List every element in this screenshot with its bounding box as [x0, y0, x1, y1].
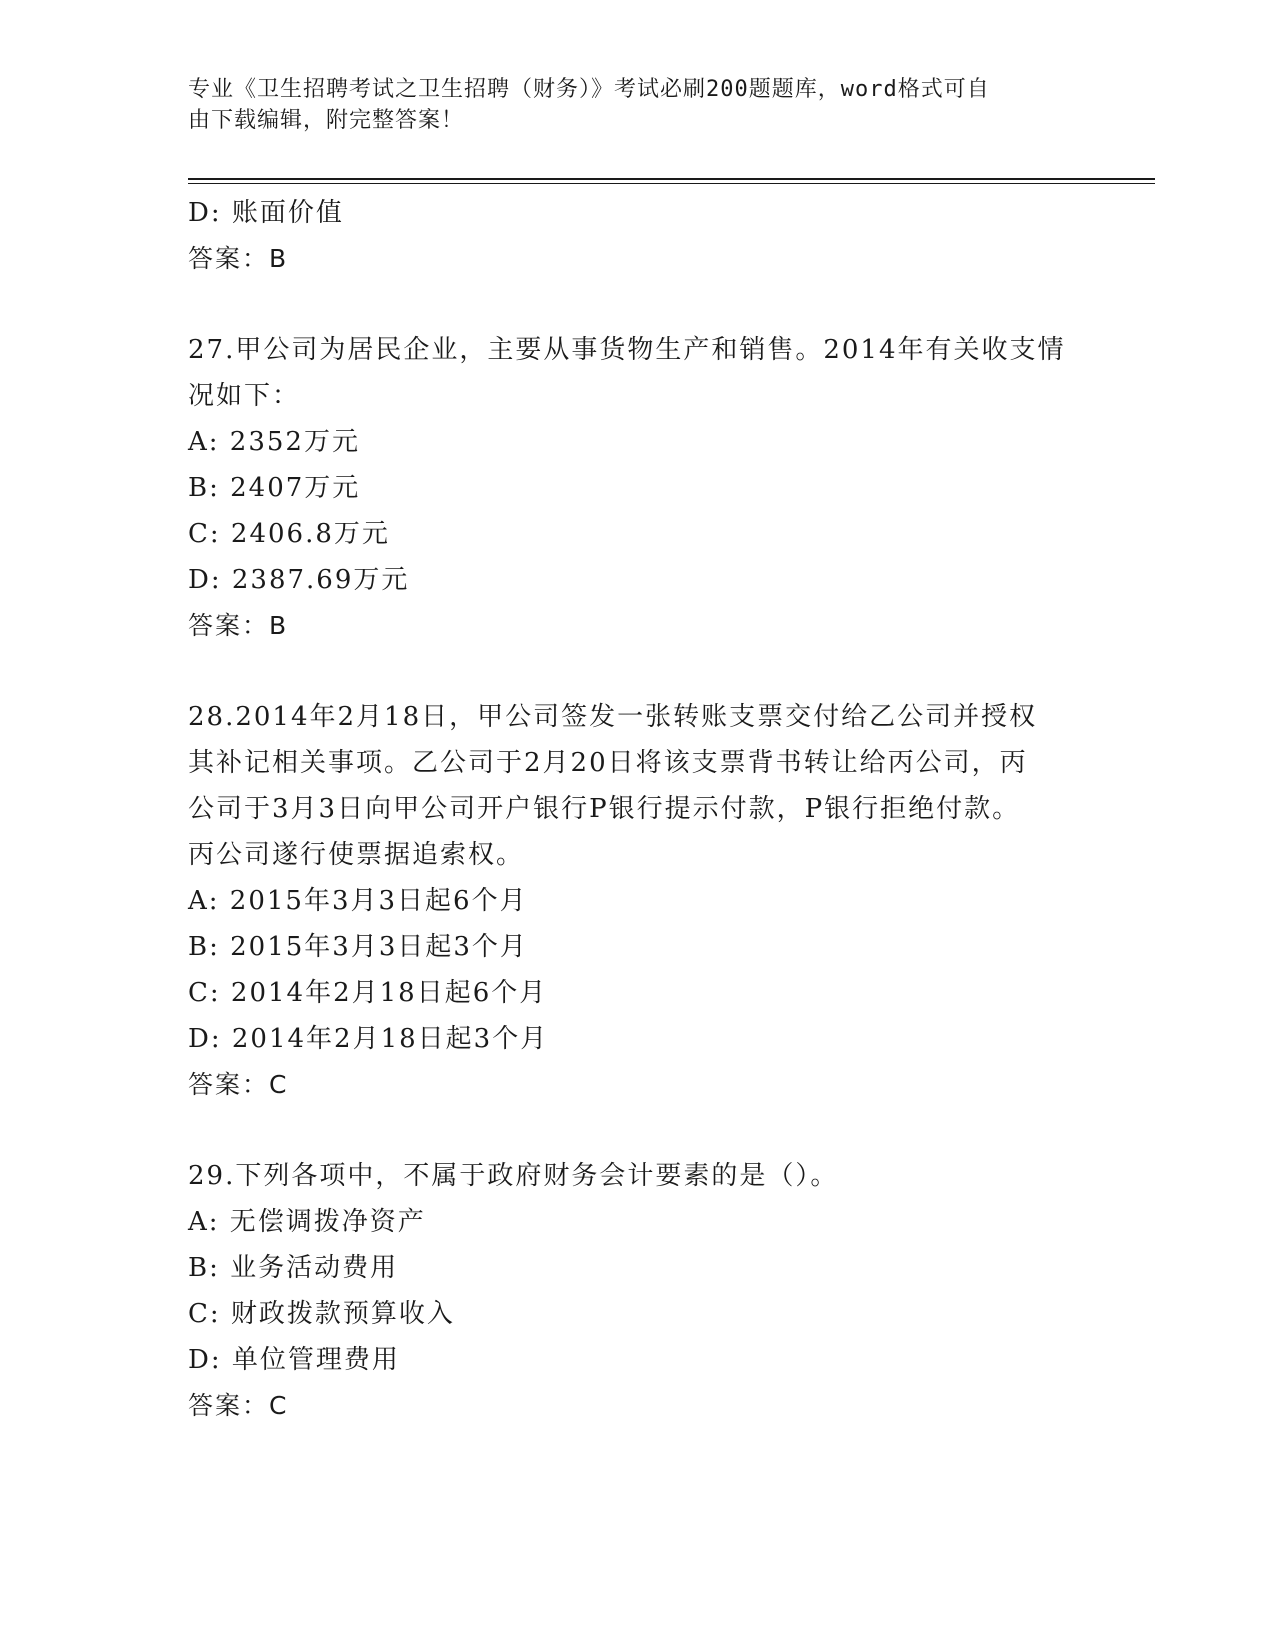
document-header — [188, 74, 1088, 136]
option-a: A: 2352万元 — [188, 427, 360, 457]
option-d: D: 2014年2月18日起3个月 — [188, 1024, 549, 1054]
option-b: B: 2015年3月3日起3个月 — [188, 932, 528, 962]
question-27 — [188, 327, 1088, 649]
document-body — [188, 190, 1088, 1429]
header-line-2: 由下载编辑，附完整答案！ — [188, 108, 465, 133]
question-stem-line: 其补记相关事项。乙公司于2月20日将该支票背书转让给丙公司，丙 — [188, 748, 1028, 778]
header-line-1: 专业《卫生招聘考试之卫生招聘（财务）》考试必刷200题题库，word格式可自 — [188, 77, 990, 102]
spacer — [188, 649, 1088, 694]
option-b: B: 业务活动费用 — [188, 1253, 399, 1283]
option-a: A: 2015年3月3日起6个月 — [188, 886, 528, 916]
answer-line: 答案：B — [188, 611, 289, 640]
option-d: D: 2387.69万元 — [188, 565, 410, 595]
answer-line: 答案：C — [188, 1070, 289, 1099]
question-stem-line: 况如下： — [188, 381, 301, 411]
option-d: D: 账面价值 — [188, 198, 344, 228]
answer-line: 答案：B — [188, 244, 289, 273]
question-stem-line: 27.甲公司为居民企业，主要从事货物生产和销售。2014年有关收支情 — [188, 335, 1066, 365]
header-rule-thin — [188, 183, 1155, 184]
option-b: B: 2407万元 — [188, 473, 361, 503]
question-stem-line: 28.2014年2月18日，甲公司签发一张转账支票交付给乙公司并授权 — [188, 702, 1038, 732]
answer-line: 答案：C — [188, 1391, 289, 1420]
prev-question-tail — [188, 190, 1088, 282]
spacer — [188, 282, 1088, 327]
question-29 — [188, 1153, 1088, 1429]
question-stem-line: 丙公司遂行使票据追索权。 — [188, 840, 525, 870]
question-28 — [188, 694, 1088, 1108]
header-rule-thick — [188, 178, 1155, 180]
spacer — [188, 1108, 1088, 1153]
question-stem-line: 公司于3月3日向甲公司开户银行P银行提示付款，P银行拒绝付款。 — [188, 794, 1021, 824]
option-c: C: 2014年2月18日起6个月 — [188, 978, 548, 1008]
question-stem-line: 29.下列各项中，不属于政府财务会计要素的是（）。 — [188, 1161, 839, 1191]
option-a: A: 无偿调拨净资产 — [188, 1207, 426, 1237]
option-d: D: 单位管理费用 — [188, 1345, 400, 1375]
option-c: C: 2406.8万元 — [188, 519, 390, 549]
option-c: C: 财政拨款预算收入 — [188, 1299, 455, 1329]
